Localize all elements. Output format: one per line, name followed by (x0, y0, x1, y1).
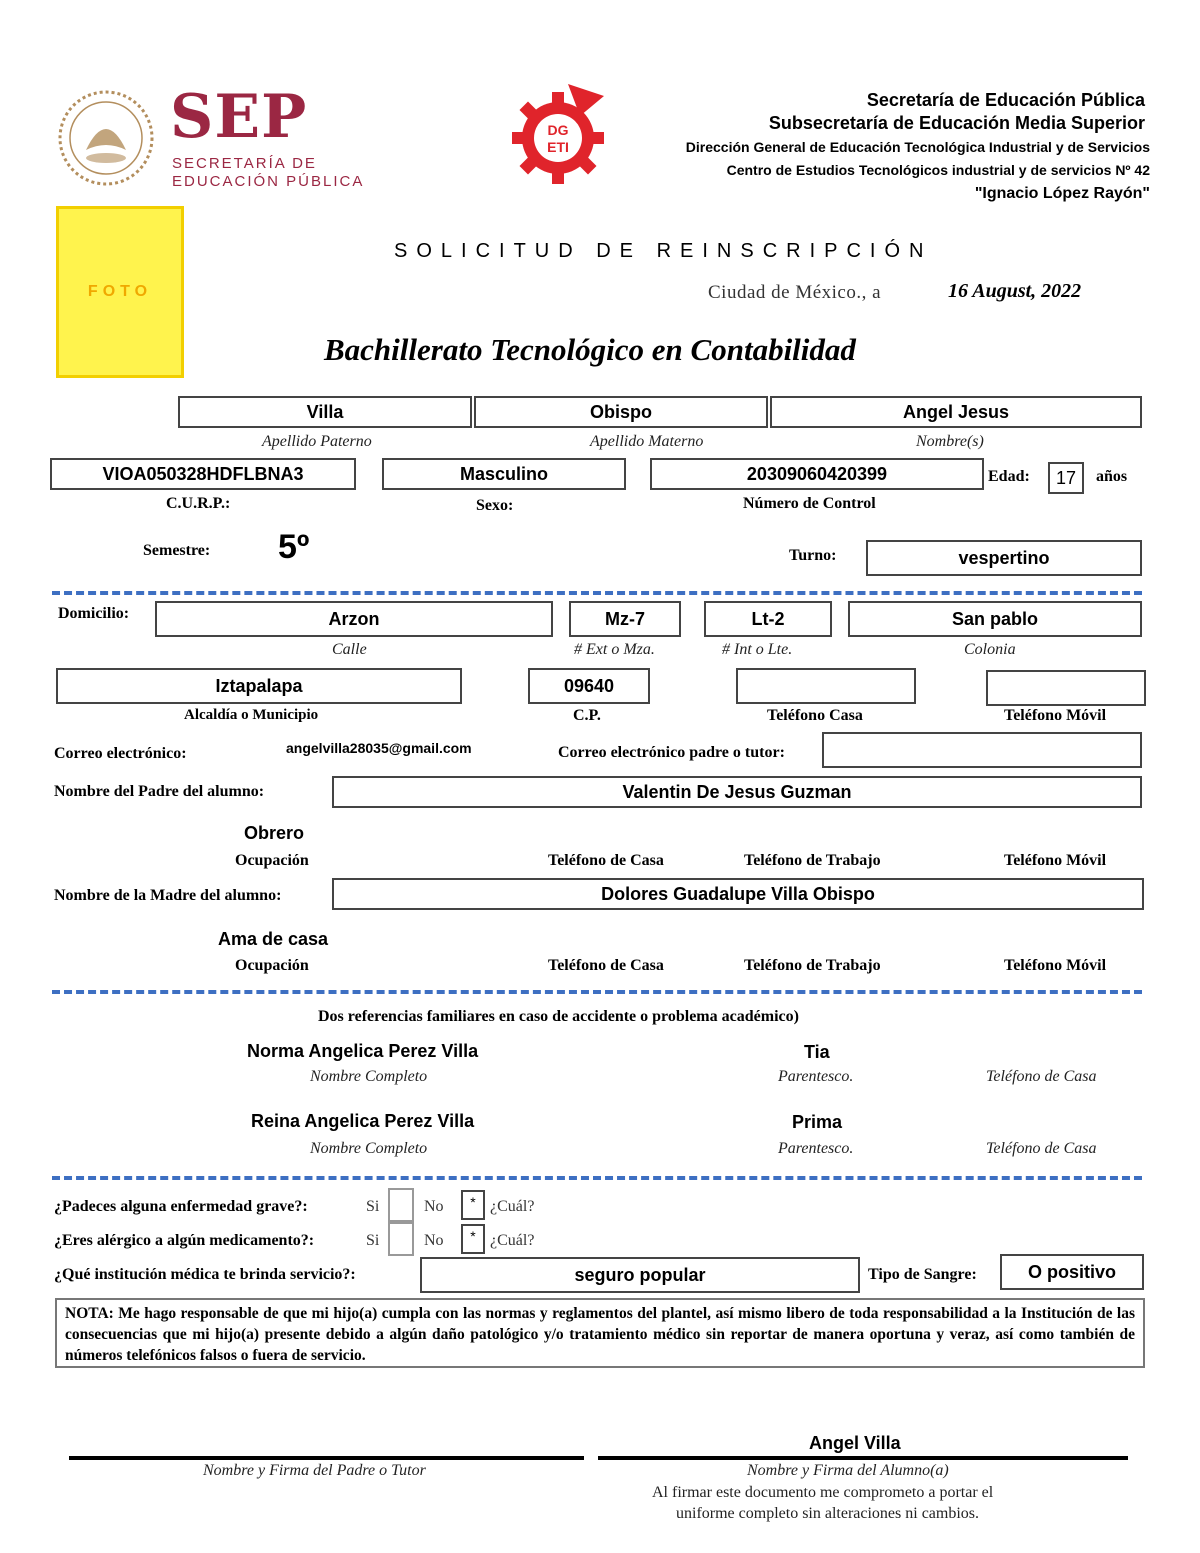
inst-line-1: Secretaría de Educación Pública (866, 90, 1145, 110)
ref1-nombre-label: Nombre Completo (310, 1068, 428, 1085)
program-title: Bachillerato Tecnológico en Contabilidad (324, 332, 856, 367)
apellido-materno-field[interactable]: Obispo (474, 396, 768, 428)
nombres-field[interactable]: Angel Jesus (770, 396, 1142, 428)
padre-field[interactable]: Valentin De Jesus Guzman (332, 776, 1142, 808)
cp-field[interactable]: 09640 (528, 668, 650, 704)
padre-tel-casa-label: Teléfono de Casa (548, 852, 664, 869)
domicilio-label: Domicilio: (58, 605, 130, 622)
padre-tel-trabajo-label: Teléfono de Trabajo (744, 852, 881, 869)
sep-subtitle-2: EDUCACIÓN PÚBLICA (172, 173, 365, 190)
calle-field[interactable]: Arzon (155, 601, 553, 637)
sep-logo-text: SEP (170, 82, 308, 152)
enfermedad-cual-label: ¿Cuál? (490, 1198, 535, 1215)
enfermedad-si-label: Si (366, 1198, 380, 1215)
enfermedad-no-label: No (424, 1198, 444, 1215)
correo-tutor-field[interactable] (822, 732, 1142, 768)
tipo-sangre-label: Tipo de Sangre: (868, 1266, 977, 1283)
padre-ocupacion-label: Ocupación (235, 852, 309, 869)
anios-label: años (1096, 468, 1128, 485)
ref1-tel-label: Teléfono de Casa (986, 1068, 1097, 1085)
alergico-no-checkbox[interactable]: * (461, 1224, 485, 1254)
section-divider-3 (52, 1176, 1142, 1180)
int-label: # Int o Lte. (722, 641, 793, 658)
alergico-no-label: No (424, 1232, 444, 1249)
section-divider-1 (52, 591, 1142, 595)
institucion-field[interactable]: seguro popular (420, 1257, 860, 1293)
sep-subtitle-1: SECRETARÍA DE (172, 155, 317, 172)
ref2-nombre: Reina Angelica Perez Villa (251, 1111, 475, 1131)
colonia-label: Colonia (964, 641, 1016, 658)
inst-line-5: "Ignacio López Rayón" (974, 185, 1150, 202)
curp-field[interactable]: VIOA050328HDFLBNA3 (50, 458, 356, 490)
tel-movil-label: Teléfono Móvil (1004, 707, 1107, 724)
padre-tel-movil-label: Teléfono Móvil (1004, 852, 1107, 869)
institucion-question: ¿Qué institución médica te brinda servicio?: (54, 1266, 356, 1283)
ext-field[interactable]: Mz-7 (569, 601, 681, 637)
edad-field[interactable]: 17 (1048, 462, 1084, 494)
alergico-si-checkbox[interactable] (388, 1222, 414, 1256)
date-value: 16 August, 2022 (948, 280, 1082, 302)
calle-label: Calle (332, 641, 367, 658)
apellido-paterno-label: Apellido Paterno (262, 433, 372, 450)
madre-tel-trabajo-label: Teléfono de Trabajo (744, 957, 881, 974)
photo-label: FOTO (87, 283, 153, 300)
correo-label: Correo electrónico: (54, 745, 187, 762)
ext-label: # Ext o Mza. (574, 641, 655, 658)
tutor-signature-line (69, 1456, 584, 1460)
alumno-firma-label: Nombre y Firma del Alumno(a) (747, 1462, 949, 1479)
enfermedad-question: ¿Padeces alguna enfermedad grave?: (54, 1198, 308, 1215)
padre-label: Nombre del Padre del alumno: (54, 783, 265, 800)
padre-ocupacion-value: Obrero (244, 823, 305, 843)
madre-tel-casa-label: Teléfono de Casa (548, 957, 664, 974)
sexo-field[interactable]: Masculino (382, 458, 626, 490)
turno-label: Turno: (789, 547, 837, 564)
place-label: Ciudad de México., a (708, 282, 882, 303)
madre-ocupacion-label: Ocupación (235, 957, 309, 974)
cp-label: C.P. (573, 707, 601, 724)
int-field[interactable]: Lt-2 (704, 601, 832, 637)
compromiso-line-1: Al firmar este documento me comprometo a portar el (652, 1484, 994, 1501)
madre-label: Nombre de la Madre del alumno: (54, 887, 282, 904)
semestre-value: 5º (278, 528, 310, 566)
inst-line-2: Subsecretaría de Educación Media Superior (768, 113, 1145, 133)
referencias-label: Dos referencias familiares en caso de accidente o problema académico) (318, 1008, 799, 1025)
alcaldia-label: Alcaldía o Municipio (184, 707, 319, 723)
inst-line-4: Centro de Estudios Tecnológicos industrial y de servicios Nº 42 (726, 162, 1150, 178)
enfermedad-no-checkbox[interactable]: * (461, 1190, 485, 1220)
svg-text:ETI: ETI (547, 139, 569, 155)
colonia-field[interactable]: San pablo (848, 601, 1142, 637)
ref1-parentesco-label: Parentesco. (778, 1068, 854, 1085)
apellido-materno-label: Apellido Materno (590, 433, 704, 450)
apellido-paterno-field[interactable]: Villa (178, 396, 472, 428)
ref1-parentesco: Tia (804, 1042, 830, 1062)
numero-control-label: Número de Control (743, 495, 876, 512)
edad-label: Edad: (988, 468, 1030, 485)
madre-field[interactable]: Dolores Guadalupe Villa Obispo (332, 878, 1144, 910)
tutor-firma-label: Nombre y Firma del Padre o Tutor (203, 1462, 426, 1479)
correo-value[interactable]: angelvilla28035@gmail.com (286, 740, 472, 756)
turno-field[interactable]: vespertino (866, 540, 1142, 576)
inst-line-3: Dirección General de Educación Tecnológica Industrial y de Servicios (685, 139, 1150, 155)
tel-movil-field[interactable] (986, 670, 1146, 706)
ref1-nombre: Norma Angelica Perez Villa (247, 1041, 479, 1061)
section-divider-2 (52, 990, 1142, 994)
ref2-tel-label: Teléfono de Casa (986, 1140, 1097, 1157)
curp-label: C.U.R.P.: (166, 495, 231, 512)
alergico-cual-label: ¿Cuál? (490, 1232, 535, 1249)
ref2-parentesco: Prima (792, 1112, 843, 1132)
compromiso-line-2: uniforme completo sin alteraciones ni cambios. (676, 1505, 980, 1522)
alcaldia-field[interactable]: Iztapalapa (56, 668, 462, 704)
photo-box (56, 206, 184, 378)
nombres-label: Nombre(s) (916, 433, 984, 450)
semestre-label: Semestre: (143, 542, 211, 559)
ref2-nombre-label: Nombre Completo (310, 1140, 428, 1157)
madre-ocupacion-value: Ama de casa (218, 929, 329, 949)
sexo-label: Sexo: (476, 497, 514, 514)
alumno-signature-line (598, 1456, 1128, 1460)
correo-tutor-label: Correo electrónico padre o tutor: (558, 744, 785, 761)
alergico-question: ¿Eres alérgico a algún medicamento?: (54, 1232, 315, 1249)
madre-tel-movil-label: Teléfono Móvil (1004, 957, 1107, 974)
ref2-parentesco-label: Parentesco. (778, 1140, 854, 1157)
alergico-si-label: Si (366, 1232, 380, 1249)
nota-box: NOTA: Me hago responsable de que mi hijo(a) cumpla con las normas y reglamentos del plantel, así mismo libero de toda responsabilidad a la Institución de las consecuencias que mi hijo(a) presente debido a algún daño patológico y/o tratamiento médico sin reportar de manera oportuna y veraz, así como también de números telefónicos falsos o fuera de servicio. (55, 1298, 1145, 1368)
tel-casa-field[interactable] (736, 668, 916, 704)
coat-of-arms-logo (56, 88, 156, 188)
form-title: SOLICITUD DE REINSCRIPCIÓN (394, 240, 933, 262)
numero-control-field[interactable]: 20309060420399 (650, 458, 984, 490)
svg-text:DG: DG (547, 122, 569, 138)
tel-casa-label: Teléfono Casa (767, 707, 863, 724)
alumno-firma-nombre: Angel Villa (809, 1433, 901, 1453)
tipo-sangre-field[interactable]: O positivo (1000, 1254, 1144, 1290)
enfermedad-si-checkbox[interactable] (388, 1188, 414, 1222)
dgeti-gear-logo (508, 80, 608, 190)
